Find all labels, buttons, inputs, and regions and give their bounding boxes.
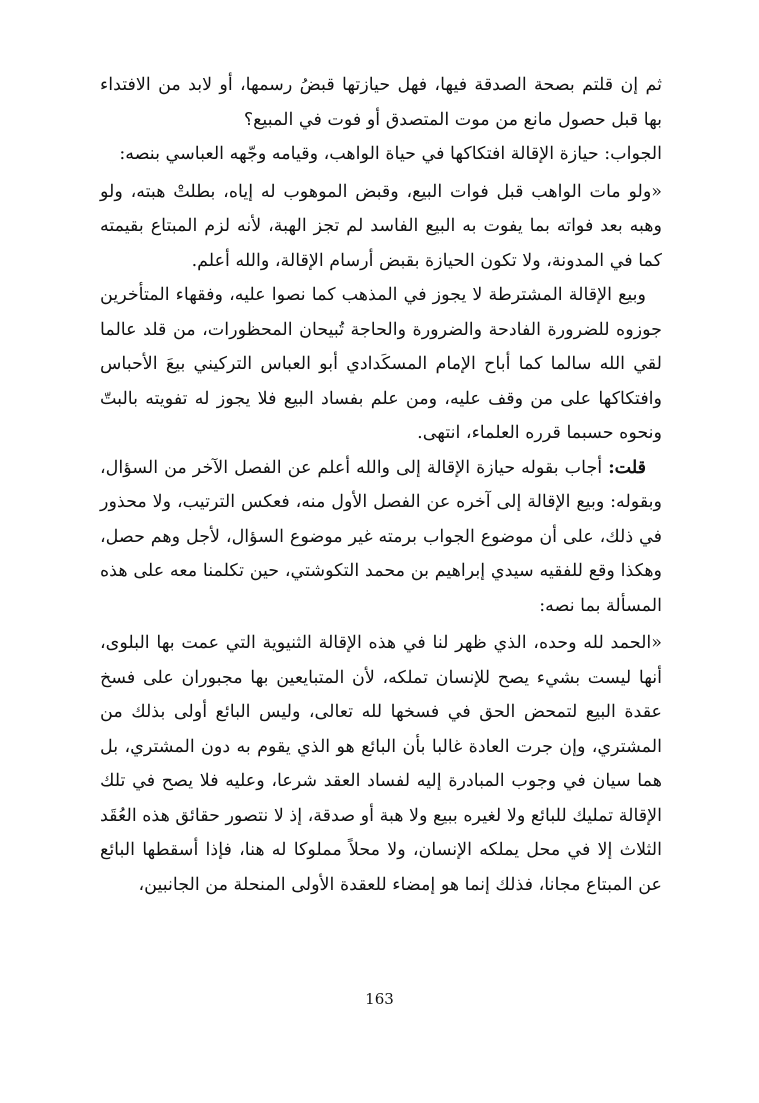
page-number: 163 (365, 990, 394, 1008)
qultu-lead: قلت: (608, 457, 646, 478)
qultu-text: أجاب بقوله حيازة الإقالة إلى والله أعلم عن الفصل الآخر من السؤال، وبقوله: وبيع الإقالة إلى آخره عن الفصل الأول منه، فعكس الترتيب، ولا محذور في ذلك، على أن موضوع الجواب برمته غير موضوع السؤال، لأجل وهم حصل، وهكذا وقع للفقيه سيدي إبراهيم بن محمد التكوشتي، حين تكلمنا معه على هذه المسألة بما نصه: (100, 457, 662, 616)
paragraph-qultu (100, 451, 662, 624)
paragraph-question: ثم إن قلتم بصحة الصدقة فيها، فهل حيازتها قبضُ رسمها، أو لابد من الافتداء بها قبل حصول مانع من موت المتصدق أو فوت في المبيع؟ (100, 75, 662, 130)
paragraph-answer-intro: الجواب: حيازة الإقالة افتكاكها في حياة الواهب، وقيامه وجّهه العباسي بنصه: (119, 144, 662, 164)
page-body (100, 68, 662, 902)
paragraph-quote-takushti: «الحمد لله وحده، الذي ظهر لنا في هذه الإقالة الثنيوية التي عمت بها البلوى، أنها ليست بشيء يصح للإنسان تملكه، لأن المتبايعين بها مجبوران على فسخ عقدة البيع لتمحض الحق في فسخها لله تعالى، وليس البائع أولى بذلك من المشتري، وإن جرت العادة غالبا بأن البائع هو الذي يقوم به دون المشتري، بل هما سيان في وجوب المبادرة إليه لفساد العقد شرعا، وعليه فلا يصح في تلك الإقالة تمليك للبائع ولا لغيره ببيع ولا هبة أو صدقة، إذ لا نتصور حقائق هذه العُقَد الثلاث إلا في محل يملكه الإنسان، ولا محلاً مملوكا له هنا، فإذا أسقطها البائع عن المبتاع مجانا، فذلك إنما هو إمضاء للعقدة الأولى المنحلة من الجانبين، (100, 633, 662, 895)
paragraph-iqala-sale: وبيع الإقالة المشترطة لا يجوز في المذهب كما نصوا عليه، وفقهاء المتأخرين جوزوه للضرورة الفادحة والضرورة والحاجة تُبيحان المحظورات، من قلد عالما لقي الله سالما كما أباح الإمام المسكَدادي أبو العباس التركيني بيعَ الأحباس وافتكاكها على من وقف عليه، ومن علم بفساد البيع فلا يجوز له تفويته بالبتّ ونحوه حسبما قرره العلماء، انتهى. (100, 285, 662, 443)
paragraph-quote-abbasi: «ولو مات الواهب قبل فوات البيع، وقبض الموهوب له إياه، بطلتْ هبته، ولو وهبه بعد فواته بما يفوت به البيع الفاسد لم تجز الهبة، لأنه لزم المبتاع بقيمته كما في المدونة، ولا تكون الحيازة بقبض أرسام الإقالة، والله أعلم. (100, 181, 662, 271)
